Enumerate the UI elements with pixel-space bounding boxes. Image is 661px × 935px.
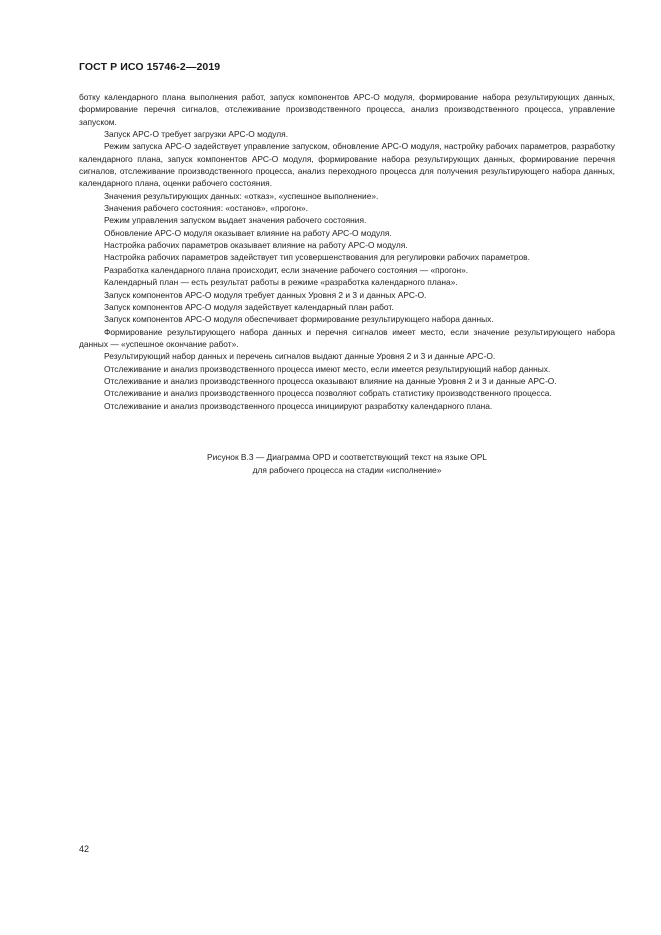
paragraph: Значения результирующих данных: «отказ», «успешное выполнение». xyxy=(104,190,379,201)
paragraph: Формирование результирующего набора данных и перечня сигналов имеет место, если значение результирующего набора данных — «успешное окончание работ». xyxy=(79,326,615,349)
page-number: 42 xyxy=(79,844,90,854)
paragraph: Режим управления запуском выдает значения рабочего состояния. xyxy=(104,215,367,226)
body-text xyxy=(79,91,615,412)
paragraph: Обновление АРС-О модуля оказывает влияние на работу АРС-О модуля. xyxy=(104,227,392,238)
paragraph: ботку календарного плана выполнения работ, запуск компонентов АРС-О модуля, формирование набора результирующих данных, формирование перечня сигналов, отслеживание производственного процесса, анализ производственного процесса, управление запуском. xyxy=(79,92,615,127)
paragraph: Разработка календарного плана происходит, если значение рабочего состояния — «прогон». xyxy=(104,264,469,275)
paragraph: Значения рабочего состояния: «останов», «прогон». xyxy=(104,203,308,214)
paragraph: Отслеживание и анализ производственного процесса имеют место, если имеется результирующий набор данных. xyxy=(104,363,551,374)
paragraph: Запуск компонентов АРС-О модуля задействует календарный план работ. xyxy=(104,301,394,312)
paragraph: Отслеживание и анализ производственного процесса оказывают влияние на данные Уровня 2 и 3 и данные АРС-О. xyxy=(104,375,557,386)
paragraph: Настройка рабочих параметров оказывает влияние на работу АРС-О модуля. xyxy=(104,240,408,251)
paragraph: Календарный план — есть результат работы в режиме «разработка календарного плана». xyxy=(104,277,458,288)
paragraph: Запуск компонентов АРС-О модуля требует данных Уровня 2 и 3 и данных АРС-О. xyxy=(104,289,427,300)
paragraph: Результирующий набор данных и перечень сигналов выдают данные Уровня 2 и 3 и данные АРС-О. xyxy=(104,351,496,362)
standard-code-header: ГОСТ Р ИСО 15746-2—2019 xyxy=(79,61,221,73)
figure-caption-line: для рабочего процесса на стадии «исполнение» xyxy=(252,464,442,475)
figure-caption xyxy=(79,451,615,476)
paragraph: Настройка рабочих параметров задействует тип усовершенствования для регулировки рабочих параметров. xyxy=(104,252,530,263)
paragraph: Запуск АРС-О требует загрузки АРС-О модуля. xyxy=(104,129,289,140)
paragraph: Запуск компонентов АРС-О модуля обеспечивает формирование результирующего набора данных. xyxy=(104,314,494,325)
paragraph: Отслеживание и анализ производственного процесса инициируют разработку календарного плана. xyxy=(104,400,493,411)
figure-caption-line: Рисунок В.3 — Диаграмма OPD и соответствующий текст на языке OPL xyxy=(207,452,487,462)
paragraph: Режим запуска АРС-О задействует управление запуском, обновление АРС-О модуля, настройку рабочих параметров, разработку календарного плана, запуск компонентов АРС-О модуля, формирование набора результирующих данных, формирование перечня сигналов, отслеживание производственного процесса, анализ переходного процесса для получения результирующего набора данных, календарного плана, оценки рабочего состояния. xyxy=(79,141,615,189)
paragraph: Отслеживание и анализ производственного процесса позволяют собрать статистику производственного процесса. xyxy=(104,388,552,399)
